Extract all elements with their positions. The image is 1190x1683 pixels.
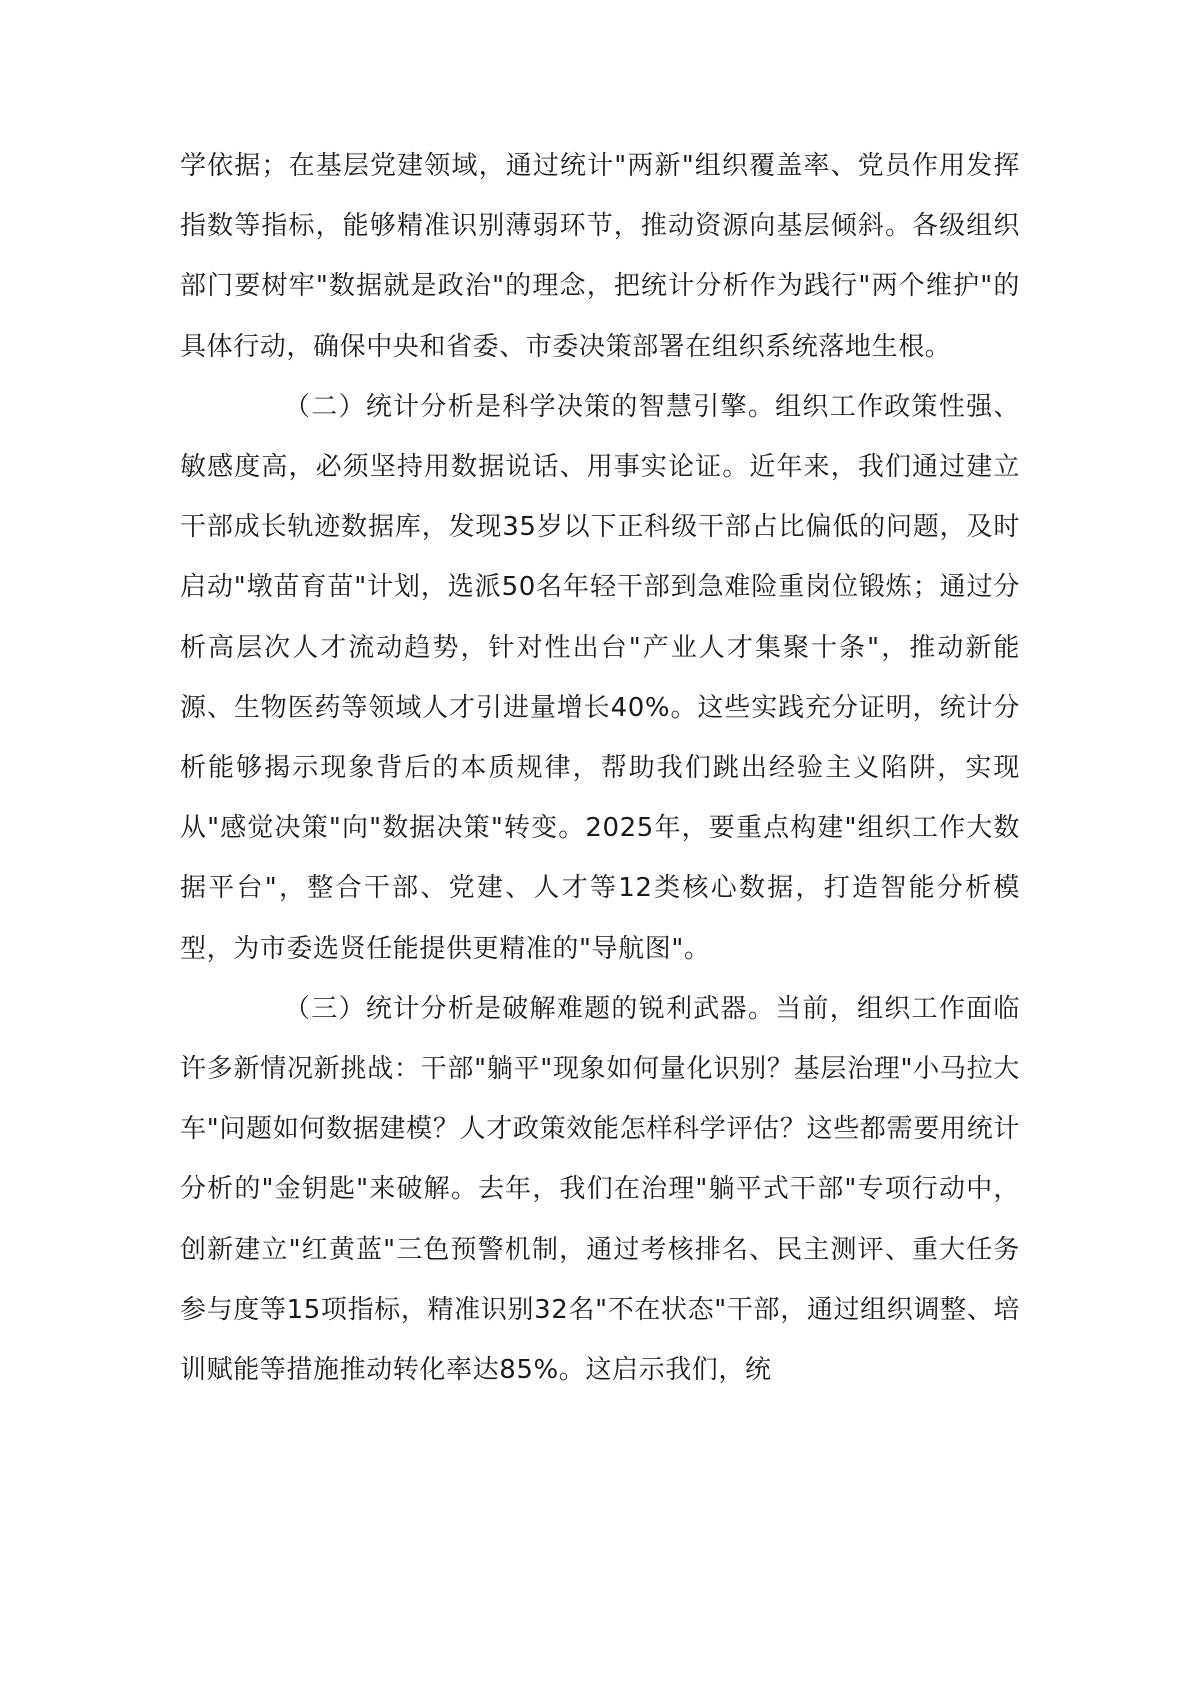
paragraph-section-three: （三）统计分析是破解难题的锐利武器。当前，组织工作面临许多新情况新挑战：干部"躺平"现象如何量化识别？基层治理"小马拉大车"问题如何数据建模？人才政策效能怎样科学评估？这些都需要用统计分析的"金钥匙"来破解。去年，我们在治理"躺平式干部"专项行动中，创新建立"红黄蓝"三色预警机制，通过考核排名、民主测评、重大任务参与度等15项指标，精准识别32名"不在状态"干部，通过组织调整、培训赋能等措施推动转化率达85%。这启示我们，统 [180,993,1020,1386]
paragraph-section-two: （二）统计分析是科学决策的智慧引擎。组织工作政策性强、敏感度高，必须坚持用数据说话、用事实论证。近年来，我们通过建立干部成长轨迹数据库，发现35岁以下正科级干部占比偏低的问题，及时启动"墩苗育苗"计划，选派50名年轻干部到急难险重岗位锻炼；通过分析高层次人才流动趋势，针对性出台"产业人才集聚十条"，推动新能源、生物医药等领域人才引进量增长40%。这些实践充分证明，统计分析能够揭示现象背后的本质规律，帮助我们跳出经验主义陷阱，实现从"感觉决策"向"数据决策"转变。2025年，要重点构建"组织工作大数据平台"，整合干部、党建、人才等12类核心数据，打造智能分析模型，为市委选贤任能提供更精准的"导航图"。 [180,391,1020,964]
paragraph-continuation: 学依据；在基层党建领域，通过统计"两新"组织覆盖率、党员作用发挥指数等指标，能够精准识别薄弱环节，推动资源向基层倾斜。各级组织部门要树牢"数据就是政治"的理念，把统计分析作为践行"两个维护"的具体行动，确保中央和省委、市委决策部署在组织系统落地生根。 [180,151,1020,362]
document-body [180,136,1020,1400]
